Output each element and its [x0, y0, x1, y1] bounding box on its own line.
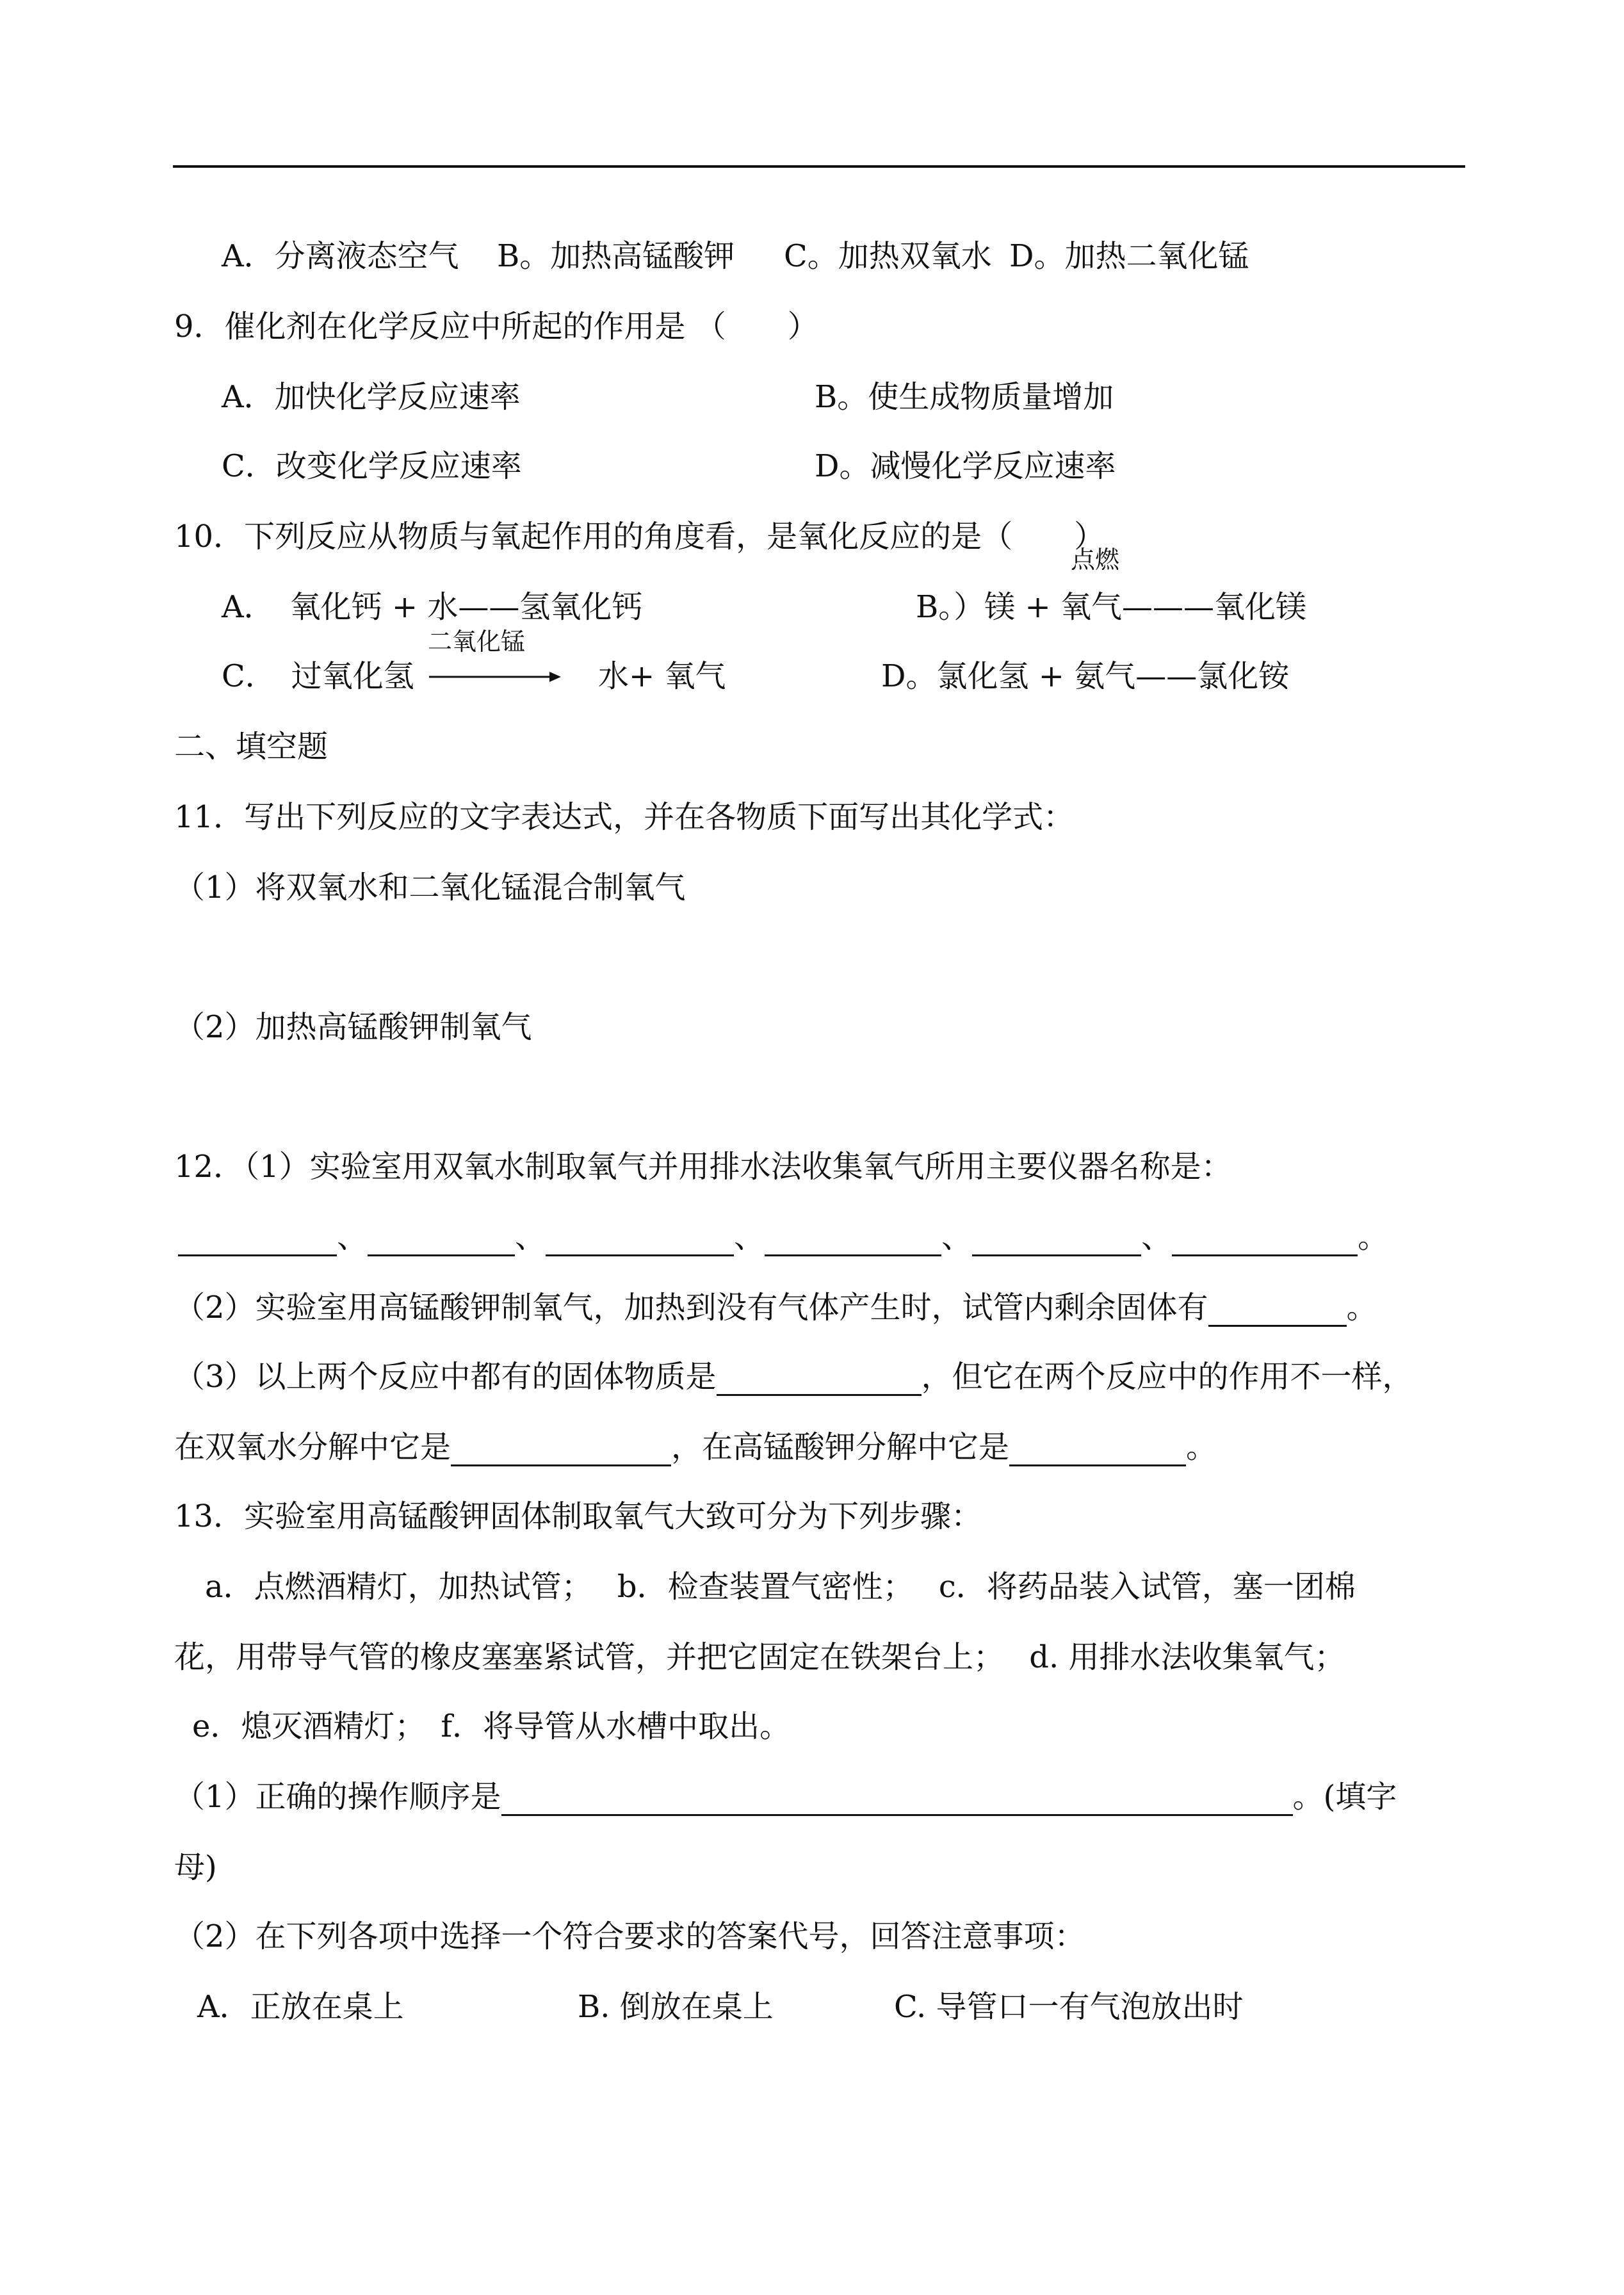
q13-option-c: C. 导管口一有气泡放出时	[894, 1989, 1244, 2025]
q10-option-c-products: 水+ 氧气	[598, 658, 726, 694]
q12-blank-row: 、 、 、 、 、 。	[178, 1218, 1388, 1256]
q13-steps-line-1: a．点燃酒精灯，加热试管； b．检查装置气密性； c．将药品装入试管，塞一团棉	[205, 1569, 1356, 1605]
q8-option-a: A．分离液态空气	[222, 238, 459, 274]
q8-option-b: B。加热高锰酸钾	[497, 238, 735, 274]
q11-stem: 11．写出下列反应的文字表达式，并在各物质下面写出其化学式：	[174, 799, 1075, 835]
answer-blank[interactable]	[178, 1226, 337, 1256]
q13-option-b: B. 倒放在桌上	[578, 1989, 774, 2025]
q13-part-1-cont: 母)	[174, 1849, 217, 1885]
q12-part-3: （3）以上两个反应中都有的固体物质是 ，但它在两个反应中的作用不一样，	[174, 1359, 1413, 1395]
answer-blank[interactable]	[972, 1226, 1141, 1256]
answer-blank[interactable]	[1172, 1226, 1358, 1256]
q13-steps-line-2: 花，用带导气管的橡皮塞塞紧试管，并把它固定在铁架台上； d. 用排水法收集氧气；	[174, 1639, 1345, 1675]
header-rule	[173, 165, 1465, 168]
answer-blank[interactable]	[368, 1226, 515, 1256]
q8-option-d: D。加热二氧化锰	[1009, 238, 1249, 274]
q13-stem: 13．实验室用高锰酸钾固体制取氧气大致可分为下列步骤：	[174, 1498, 982, 1534]
q10-option-b-condition: 点燃	[1071, 546, 1120, 574]
q10-option-c-condition: 二氧化锰	[428, 628, 526, 656]
q13-part-2: （2）在下列各项中选择一个符合要求的答案代号，回答注意事项：	[174, 1918, 1085, 1954]
reaction-arrow-icon	[429, 667, 564, 686]
q9-option-b: B。使生成物质量增加	[815, 379, 1114, 415]
q11-part-2: （2）加热高锰酸钾制氧气	[174, 1009, 532, 1045]
q8-option-c: C。加热双氧水	[784, 238, 992, 274]
q9-stem: 9．催化剂在化学反应中所起的作用是 （ ）	[174, 309, 818, 345]
q10-option-d: D。氯化氢 + 氨气——氯化铵	[881, 658, 1290, 694]
q12-part-3-cont: 在双氧水分解中它是 ，在高锰酸钾分解中它是 。	[174, 1429, 1217, 1465]
q10-option-c-reactant: C． 过氧化氢	[222, 658, 414, 694]
answer-blank[interactable]	[501, 1786, 1293, 1816]
answer-blank[interactable]	[1009, 1436, 1186, 1466]
q12-part-2: （2）实验室用高锰酸钾制氧气，加热到没有气体产生时，试管内剩余固体有 。	[174, 1290, 1377, 1326]
q13-part-1: （1）正确的操作顺序是 。(填字	[174, 1779, 1397, 1815]
q13-option-a: A．正放在桌上	[197, 1989, 404, 2025]
q12-stem: 12．（1）实验室用双氧水制取氧气并用排水法收集氧气所用主要仪器名称是：	[174, 1149, 1232, 1185]
section-heading: 二、填空题	[174, 729, 329, 765]
answer-blank[interactable]	[717, 1366, 922, 1396]
q10-stem: 10．下列反应从物质与氧起作用的角度看，是氧化反应的是（ ）	[174, 519, 1105, 555]
q9-option-c: C．改变化学反应速率	[222, 448, 522, 484]
answer-blank[interactable]	[546, 1226, 734, 1256]
answer-blank[interactable]	[451, 1436, 671, 1466]
q10-option-a: A． 氧化钙 + 水——氢氧化钙	[222, 589, 643, 625]
q13-steps-line-3: e．熄灭酒精灯； f．将导管从水槽中取出。	[192, 1708, 791, 1744]
answer-blank[interactable]	[765, 1226, 941, 1256]
answer-blank[interactable]	[1208, 1297, 1347, 1327]
q9-option-a: A．加快化学反应速率	[222, 379, 521, 415]
q10-option-b: B。）镁 + 氧气———氧化镁	[916, 589, 1307, 625]
q11-part-1: （1）将双氧水和二氧化锰混合制氧气	[174, 870, 686, 905]
q9-option-d: D。减慢化学反应速率	[815, 448, 1116, 484]
